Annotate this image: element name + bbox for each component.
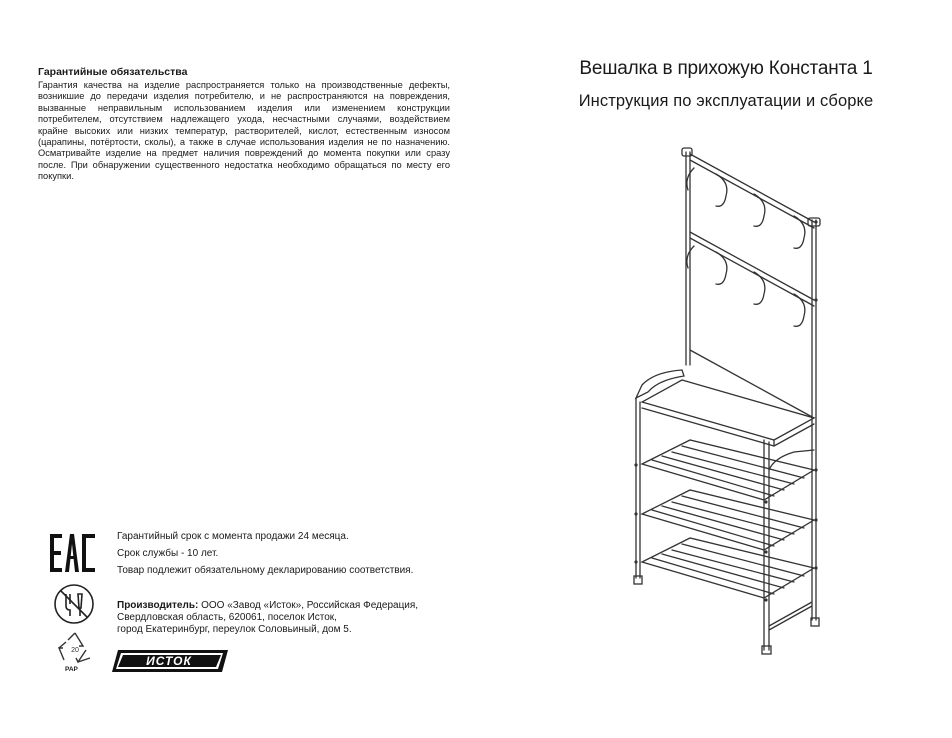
- manufacturer-line-1: [117, 600, 457, 612]
- product-title: Вешалка в прихожую Константа 1: [579, 58, 873, 79]
- warranty-term: Гарантийный срок с момента продажи 24 месяца.: [117, 531, 349, 542]
- coat-rack-illustration: [624, 140, 824, 660]
- recycle-label: PAP: [65, 666, 78, 673]
- product-subtitle: Инструкция по эксплуатации и сборке: [578, 92, 874, 110]
- manufacturer-block: [117, 600, 457, 636]
- recycle-icon: [56, 630, 94, 664]
- manufacturer-company: ООО «Завод «Исток», Российская Федерация,: [198, 600, 419, 611]
- warranty-section: [38, 66, 450, 183]
- warranty-heading: Гарантийные обязательства: [38, 66, 188, 78]
- recycle-code: 20: [71, 647, 79, 654]
- istok-logo: [112, 648, 228, 674]
- warranty-text: Гарантия качества на изделие распространяется только на производственные дефекты, возникшие до передачи изделия потребителю, и не распространяются на повреждения, вызванные неправильным использованием изделия или изменением конструкции потребителем, отсутствием надлежащего ухода, несчастными случаями, воздействием крайне высоких или низких температур, растворителей, кислот, естественным износом (царапины, потёртости, сколы), а также в случае использования изделия не по назначению. Осматривайте изделие на предмет наличия повреждений до момента покупки или сразу после. При обнаружении существенного недостатка необходимо обращаться по месту его покупки.: [38, 80, 450, 182]
- manufacturer-line-2: Свердловская область, 620061, поселок Исток,: [117, 612, 337, 623]
- manufacturer-label: Производитель:: [117, 600, 199, 611]
- not-for-food-icon: [52, 582, 96, 626]
- declaration-note: Товар подлежит обязательному декларированию соответствия.: [117, 565, 414, 576]
- svg-text:ИСТОК: ИСТОК: [146, 654, 192, 668]
- service-life: Срок службы - 10 лет.: [117, 548, 219, 559]
- manufacturer-line-3: город Екатеринбург, переулок Соловьиный, дом 5.: [117, 624, 352, 635]
- eac-mark-icon: [48, 532, 98, 574]
